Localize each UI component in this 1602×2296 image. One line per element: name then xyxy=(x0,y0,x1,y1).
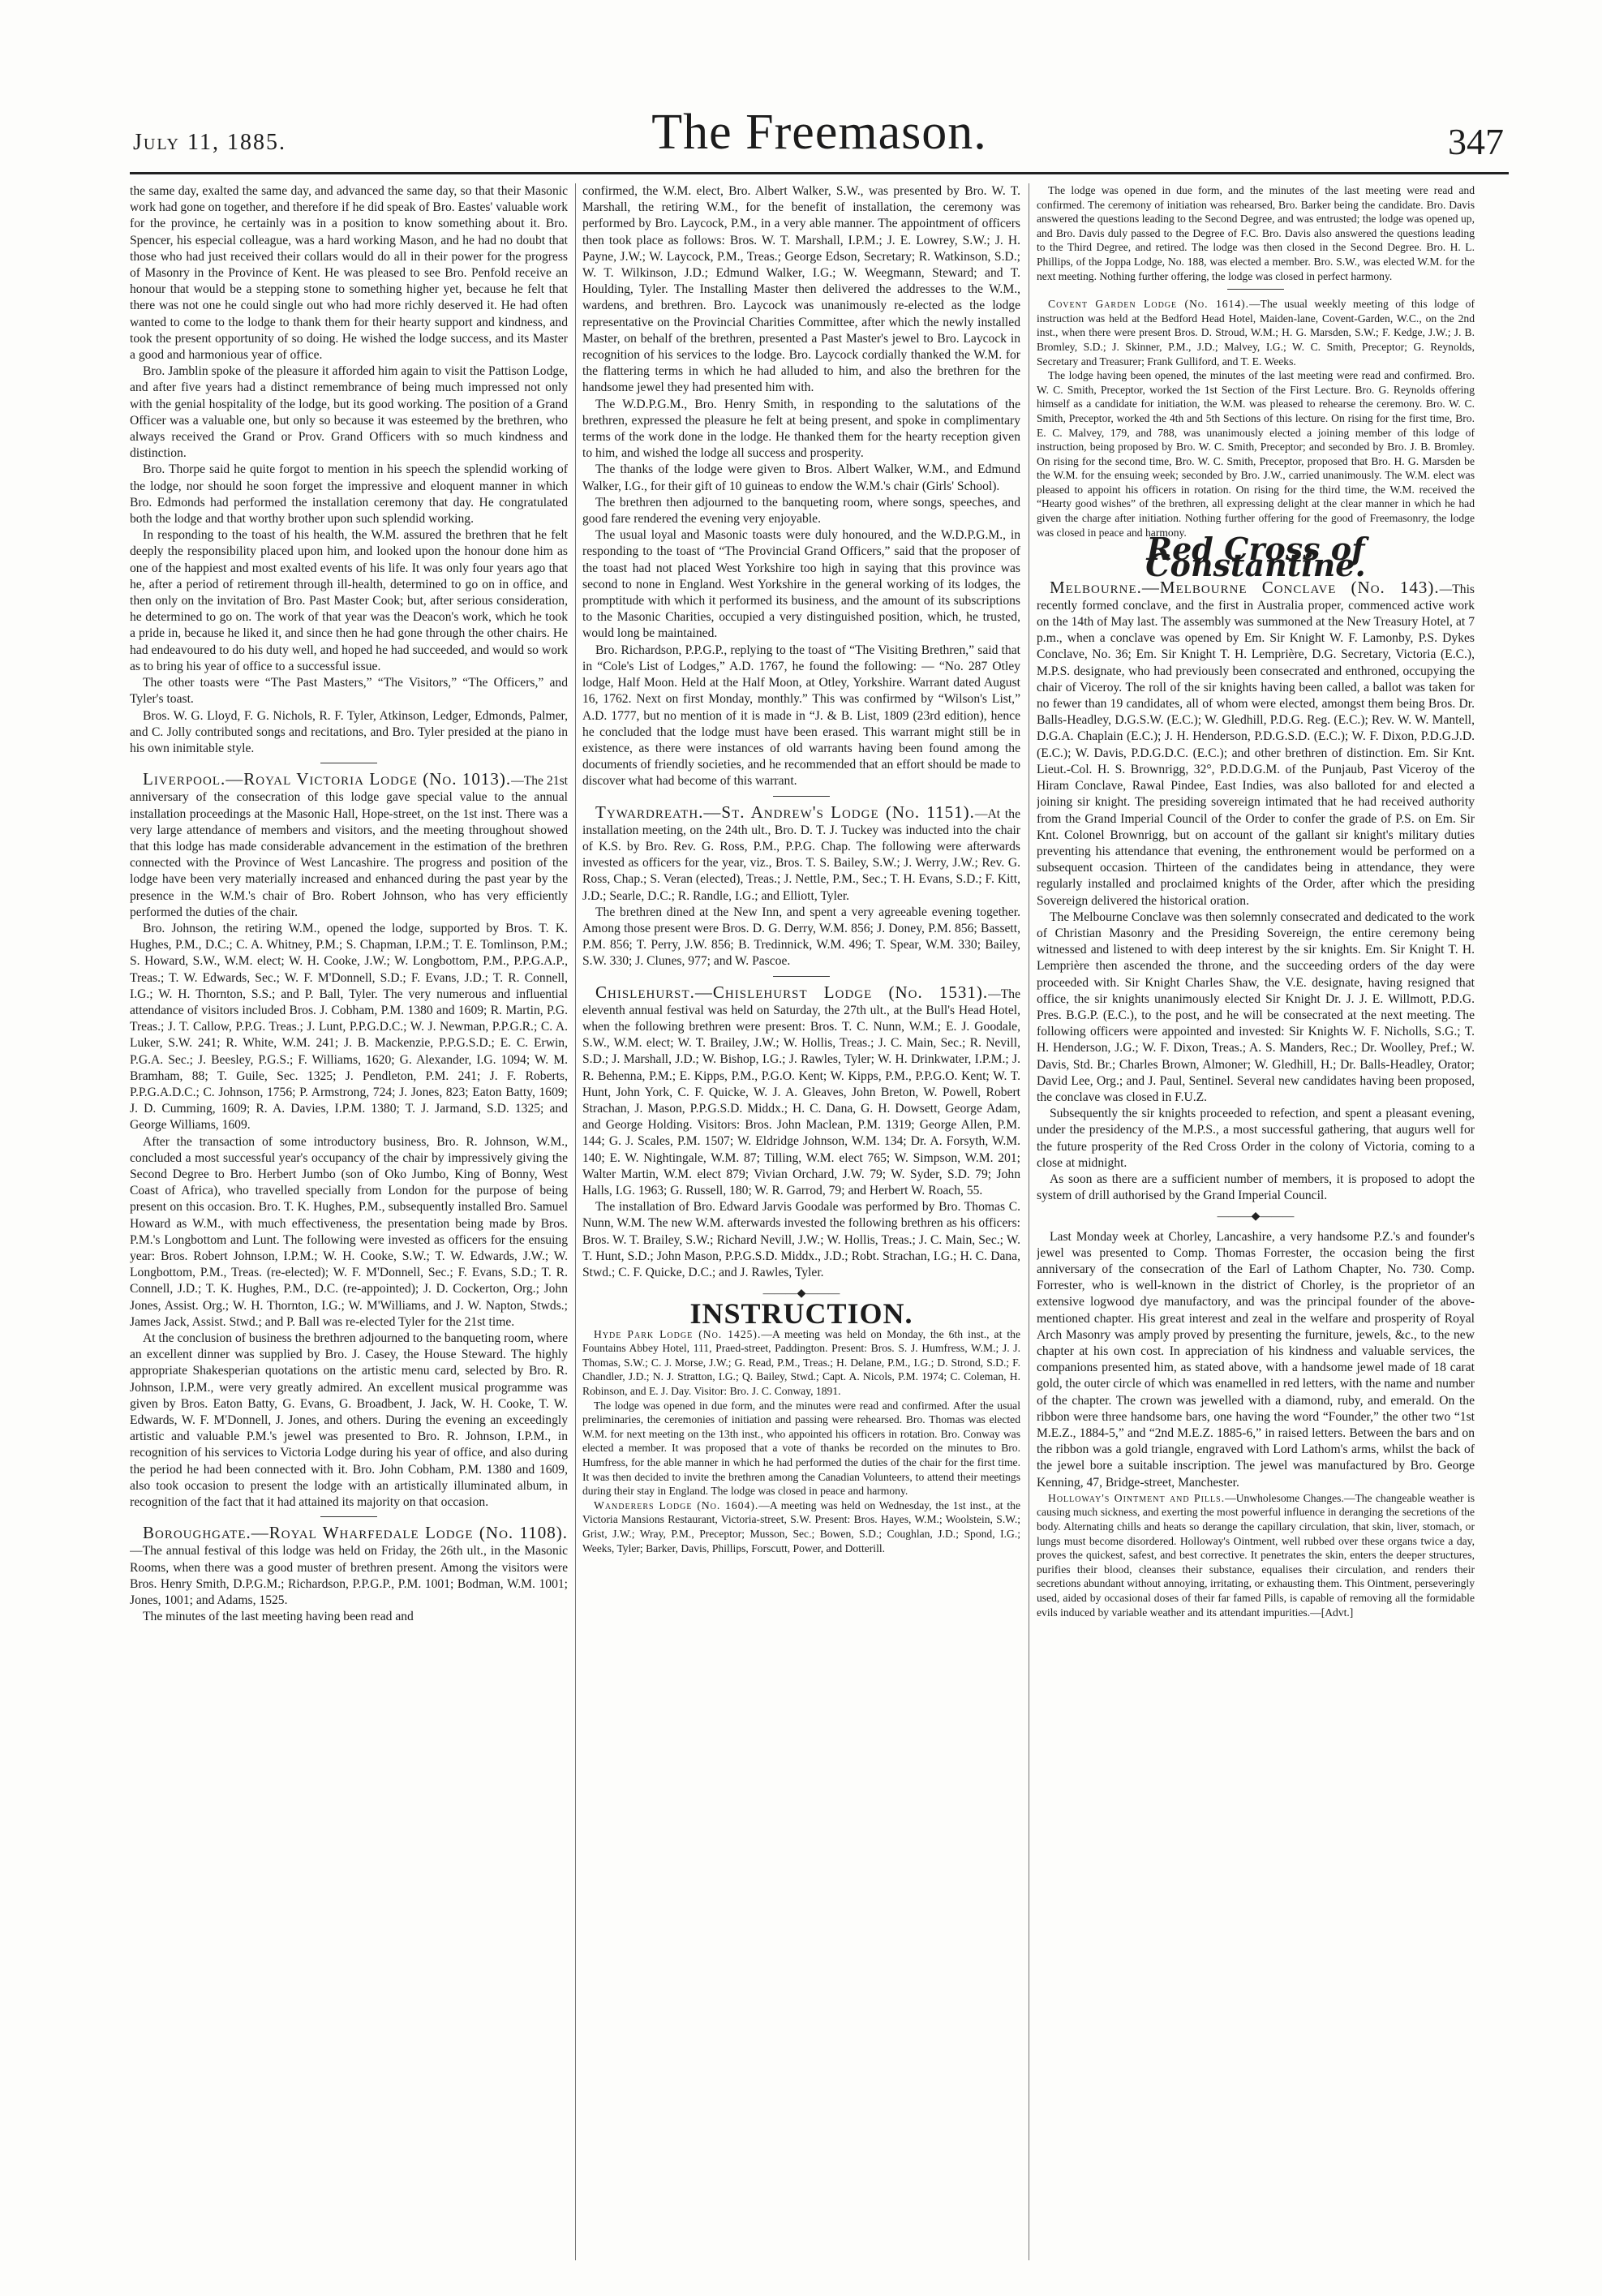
article-separator xyxy=(320,1516,377,1517)
lodge-report-hyde-park xyxy=(582,1327,1020,1399)
paragraph: The usual loyal and Masonic toasts were duly honoured, and the W.D.P.G.M., in responding to the toast of “The Provincial Grand Officers,” said that the proposer of the toast had not placed West Yorkshire too high in saying that this province was second to none in England. West Yorkshire in the general working of its lodges, the promptitude with which it performed its business, and the amount of its subscriptions to the Masonic Charities, occupied a very distinguished position, which, he trusted, would long be maintained. xyxy=(582,528,1020,641)
column-3 xyxy=(1037,183,1475,2260)
report-heading: Boroughgate.—Royal Wharfedale Lodge (No. 1108). xyxy=(143,1523,568,1543)
paragraph: The other toasts were “The Past Masters,” “The Visitors,” “The Officers,” and Tyler's toast. xyxy=(130,676,568,707)
article-separator xyxy=(773,796,830,797)
masthead-rule xyxy=(130,172,1509,174)
instruction-continued xyxy=(1037,183,1475,540)
lodge-report-wanderers xyxy=(582,1498,1020,1555)
paragraph: The brethren then adjourned to the banqueting room, where songs, speeches, and good fare rendered the evening very enjoyable. xyxy=(582,495,1020,527)
paragraph: In responding to the toast of his health, the W.M. assured the brethren that he felt deeply the responsibility placed upon him, and looked upon the honour done him as one of the happiest and most exalted events of his life. It was only four years ago that he, after a period of retirement through ill-health, determined to go on in office, and then only on the invitation of Bro. Past Master Cook; but, after serious consideration, he determined to go on. The work of that year was the Deacon's work, which he took a pride in, because he liked it, and since then he had gone through the other chairs. He had endeavoured to do his duty well, and hoped he had succeeded, and would so work as to bring his year of office to a successful issue. xyxy=(130,528,568,673)
paragraph: Bro. Jamblin spoke of the pleasure it afforded him again to visit the Pattison Lodge, and after five years had a distinct remembrance of being much impressed not only with the genial hospitality of the lodge, but its good working. The position of a Grand Officer was a valuable one, but only so because it was esteemed by the brethren, who always received the Grand or Prov. Grand Officers with so much kindness and distinction. xyxy=(130,364,568,461)
report-heading: Melbourne.—Melbourne Conclave (No. 143). xyxy=(1050,577,1440,597)
lodge-report-liverpool xyxy=(130,771,568,921)
paragraph: The installation of Bro. Edward Jarvis Goodale was performed by Bro. Thomas C. Nunn, W.M. The new W.M. afterwards invested the following brethren as his officers: Bros. W. T. Brailey, S.W.; Richard Nevill, J.W.; W. Hollis, Treas.; J. C. Main, Sec.; W. T. Hunt, S.D.; John Mason, P.P.G.S.D. Middx., J.D.; Robt. Strachan, I.G.; H. C. Dana, Stwd.; C. F. Quicke, D.C.; and J. Rawles, Tyler. xyxy=(582,1200,1020,1279)
paragraph: Subsequently the sir knights proceeded to refection, and spent a pleasant evening, under the presidency of the M.P.S., a most successful gathering, that augurs well for the future prosperity of the Red Cross Order in the colony of Victoria, coming to a close at midnight. xyxy=(1037,1107,1475,1170)
news-item-chorley: Last Monday week at Chorley, Lancashire, a very handsome P.Z.'s and founder's jewel was presented to Comp. Thomas Forrester, the occasion being the first anniversary of the consecration of the Earl of Lathom Chapter, No. 730. Comp. Forrester, who is well-known in the district of Chorley, is the proprietor of an extensive logwood dye manufactory, and was the principal founder of the above-mentioned chapter. His great interest and zeal in the welfare and prosperity of Royal Arch Masonry was amply proved by presenting the furniture, jewels, &c., to the new chapter at his own cost. In appreciation of his kindness and valuable services, the companions presented him, as stated above, with a handsome jewel made of 18 carat gold, the outer circle of which was enamelled in red letters, with the name and number of the chapter. The crown was jewelled with a diamond, ruby, and emerald. On the ribbon were three handsome bars, one having the word “Founder,” the other two “1st M.E.Z., 1884-5,” and “2nd M.E.Z. 1885-6,” in raised letters. Between the bars and on the ribbon was a gold triangle, engraved with Lord Lathom's arms, whilst the back of the jewel bore a suitable inscription. The jewel was manufactured by Bro. George Kenning, 47, Bridge-street, Manchester. xyxy=(1037,1229,1475,1490)
paragraph: The W.D.P.G.M., Bro. Henry Smith, in responding to the salutations of the brethren, expressed the pleasure he felt at being present, and spoke in complimentary terms of the work done in the lodge. He thanked them for the hearty reception given to him, and wished the lodge all success and prosperity. xyxy=(582,397,1020,461)
report-heading: Tywardreath.—St. Andrew's Lodge (No. 1151). xyxy=(595,802,975,822)
ornament-divider: ———◆——— xyxy=(762,1288,840,1301)
paragraph: Bro. Richardson, P.P.G.P., replying to the toast of “The Visiting Brethren,” said that in “Cole's List of Lodges,” A.D. 1767, he found the following: — “No. 287 Otley lodge, Half Moon. Held at the Half Moon, at Otley, Yorkshire. Warrant dated August 16, 1762. Next on first Monday, monthly.” This was confirmed by “Wilson's List,” A.D. 1777, but no mention of it is made in “J. & B. List, 1809 (23rd edition), hence he concluded that the lodge must have been erased. This warrant might still be in existence, as there were instances of old warrants having been found among the documents of friendly societies, and he recommended that an effort should be made to discover what had become of this warrant. xyxy=(582,643,1020,789)
article-separator xyxy=(773,976,830,977)
lodge-report-chislehurst xyxy=(582,984,1020,1200)
advert-body: —Unwholesome Changes.—The changeable weather is causing much sickness, and exerting the most powerful influence in deranging the secretions of the body. Alternating chills and heats so derange the capillary circulation, that skin, liver, stomach, or lungs must become disordered. Holloway's Ointment, well rubbed over these organs twice a day, proves the quickest, safest, and best corrective. It penetrates the skin, enters the deeper structures, purifies their blood, cleanses their substance, equalises their circulation, and renders their secretions abundant without annoying, irritating, or exhausting them. This Ointment, perseveringly used, aided by occasional doses of their far famed Pills, is capable of removing all the formidable evils induced by variable weather and its attendant impurities.—[Advt.] xyxy=(1037,1491,1475,1619)
instruction-reports xyxy=(582,1327,1020,1556)
paragraph: After the transaction of some introductory business, Bro. R. Johnson, W.M., concluded a most successful year's occupancy of the chair by impressively giving the Second Degree to Bro. Herbert Jumbo (son of Oko Jumbo, King of Bonny, West Coast of Africa), who travelled specially from London for the purpose of being present on this occasion. Bro. T. K. Hughes, P.M., subsequently installed Bro. Samuel Howard as W.M., with much effectiveness, the presentation being made by Bros. P.M.'s Longbottom and Lunt. The following were invested as officers for the ensuing year: Bros. Robert Johnson, I.P.M.; W. H. Cooke, S.W.; T. W. Edwards, J.W.; W. Longbottom, P.M., Treas. (re-elected); W. F. M'Donnell, Sec.; F. Evans, S.D.; T. R. Connell, J.D.; T. K. Hughes, P.M., D.C. (re-appointed); J. D. Cockerton, Org.; John Jones, Assist. Org.; W. H. Thornton, I.G.; W. M'Williams, and J. W. Napton, Stwds.; James Jack, Assist. Stwd.; and P. Ball was re-elected Tyler for the 21st time. xyxy=(130,1134,568,1329)
paragraph: The thanks of the lodge were given to Bros. Albert Walker, W.M., and Edmund Walker, I.G., for their gift of 10 guineas to endow the W.M.'s chair (Girls' School). xyxy=(582,462,1020,493)
ornament-divider: ———◆——— xyxy=(1217,1210,1295,1223)
column-divider xyxy=(575,183,576,2260)
paragraph: the same day, exalted the same day, and advanced the same day, so that their Masonic work had gone on together, and therefore if he did speak of Bro. Eastes' valuable work for the province, he certainly was in a position to know something about it. Bro. Spencer, his especial colleague, was a hard working Mason, and he had no doubt that those who had just received their collars would do all in their power for the progress of Masonry in the Province of Kent. He was pleased to see Bro. Penfold receive an honour that would be a stepping stone to something higher yet, because he felt that there was not one he could single out who had more richly deserved it. He had often wanted to come to the lodge to thank them for their hearty support and kindness, and took the present opportunity of so doing. He wished the lodge success, and its Master a good and harmonious year of office. xyxy=(130,184,568,363)
page-number: 347 xyxy=(1448,121,1504,162)
report-body: —The eleventh annual festival was held on Saturday, the 27th ult., at the Bull's Head Hotel, when the following brethren were present: Bros. T. C. Nunn, W.M.; E. J. Goodale, S.W., W.M. elect; W. T. Brailey, J.W.; W. Hollis, Treas.; J. C. Main, Sec.; R. Nevill, S.D.; J. Marshall, J.D.; W. Bishop, I.G.; J. Rawles, Tyler; W. H. Drinkwater, I.P.M.; J. R. Behenna, P.M.; E. Kipps, P.M., P.G.O. Kent; W. Kipps, P.M., P.P.G.O. Kent; W. T. Hunt, John York, C. F. Quicke, W. J. A. Gleaves, John Breton, W. Powell, Robert Strachan, J. Mason, P.P.G.S.D. Middx.; H. C. Dana, G. H. Dowsett, George Adam, and George Holding. Visitors: Bros. John Maclean, P.M. 1319; George Allen, P.M. 144; G. J. Scales, P.M. 1507; W. Eldridge Johnson, W.M. 134; Dr. A. Forsyth, W.M. 140; E. W. Nightingale, W.M. 87; Tilling, W.M. elect 765; W. Simpson, W.M. 201; Walter Martin, W.M. elect 879; Vivian Orchard, J.W. 79; W. Syder, S.D. 79; John Halls, I.G. 1963; G. Russell, 180; W. R. Garrod, 79; and Herbert W. Roach, 55. xyxy=(582,987,1020,1197)
report-heading: Hyde Park Lodge (No. 1425). xyxy=(594,1327,762,1340)
paragraph: The lodge was opened in due form, and the minutes were read and confirmed. After the usual preliminaries, the ceremonies of initiation and passing were rehearsed. Bro. Thomas was elected W.M. for next meeting on the 13th inst., who appointed his officers in rotation. Bro. Conway was elected a member. It was proposed that a vote of thanks be recorded on the minutes to Bro. Humfress, for the able manner in which he had performed the duties of the chair for the first time. It was then decided to invite the brethren among the Canadian Volunteers, to attend their meetings during their stay in England. The lodge was closed in peace and harmony. xyxy=(582,1399,1020,1498)
report-body: —The usual weekly meeting of this lodge of instruction was held at the Bedford Head Hotel, Maiden-lane, Covent-Garden, W.C., on the 2nd inst., when there were present Bros. D. Stroud, W.M.; H. G. Marsden, S.W.; F. Kedge, J.W.; J. B. Bromley, S.D.; J. Skinner, P.M., J.D.; Malvey, I.G.; W. C. Smith, Preceptor; G. Reynolds, Secretary and Treasurer; Frank Gulliford, and T. E. Weeks. xyxy=(1037,298,1475,368)
column-2 xyxy=(582,183,1020,2260)
paragraph: The Melbourne Conclave was then solemnly consecrated and dedicated to the work of Christian Masonry and the Presiding Sovereign, the entire ceremony being witnessed and listened to with deep interest by the sir knights. Em. Sir Knight T. H. Lemprière then ascended the throne, and the succeeding orders of the day were proceeded with. Sir Knight Charles Shaw, the V.E. designate, having resigned that office, the sir knights unanimously elected Sir Knight Dr. J. J. E. Willmott, P.D.G. Pres. B.G.P. (E.C.), to the post, and he will be consecrated at the next meeting. The following officers were appointed and invested: Sir Knights W. F. Nicholls, S.G.; T. H. Henderson, J.G.; W. F. Dixon, Treas.; A. S. Manders, Rec.; Dr. Woolley, Pref.; W. Davis, Std. Br.; Charles Brown, Almoner; W. Gledhill, H.; Dr. Balls-Headley, Orator; David Lee, Org.; and J. Paul, Sentinel. Several new candidates having been proposed, the conclave was closed in F.U.Z. xyxy=(1037,909,1475,1104)
advert-heading: Holloway's Ointment and Pills. xyxy=(1048,1491,1226,1504)
report-heading: Liverpool.—Royal Victoria Lodge (No. 1013). xyxy=(143,769,512,789)
lodge-report-covent-garden xyxy=(1037,297,1475,368)
article-separator xyxy=(1227,289,1284,290)
paragraph: confirmed, the W.M. elect, Bro. Albert Walker, S.W., was presented by Bro. W. T. Marshall, the retiring W.M., for the benefit of installation, the ceremony was performed by Bro. Laycock, P.M., in a very able manner. The appointment of officers then took place as follows: Bros. W. T. Marshall, I.P.M.; J. E. Lowrey, S.W.; J. H. Payne, J.W.; W. Laycock, P.M., Treas.; George Edson, Secretary; R. Watkinson, S.D.; W. T. Wilkinson, J.D.; Edmund Walker, I.G.; W. Weegmann, Steward; and T. Houlding, Tyler. The Installing Master then delivered the addresses to the W.M., wardens, and brethren. Bro. Laycock was unanimously re-elected as the lodge representative on the Provincial Charities Committee, after which the newly installed Master, on behalf of the brethren, presented a Past Master's jewel to Bro. Laycock in recognition of his services to the lodge. Bro. Laycock cordially thanked the W.M. for the flattering terms in which he had alluded to him, and also the brethren for the handsome jewel they had presented him with. xyxy=(582,184,1020,395)
paragraph: Bro. Johnson, the retiring W.M., opened the lodge, supported by Bros. T. K. Hughes, P.M., D.C.; C. A. Whitney, P.M.; S. Chapman, I.P.M.; T. E. Tomlinson, P.M.; S. Howard, S.W., W.M. elect; W. H. Cooke, J.W.; W. Longbottom, P.M., P.P.G.A.P., Treas.; T. W. Edwards, Sec.; W. F. M'Donnell, S.D.; F. Evans, J.D.; T. R. Connell, I.G.; W. H. Thornton, S.S.; and P. Ball, Tyler. The very numerous and influential attendance of visitors included Bros. J. Cobham, P.M. 1380 and 1609; R. Martin, P.G. Treas.; J. T. Callow, P.P.G. Treas.; J. Lunt, P.P.G.D.C.; W. J. Newman, P.P.G.R.; C. A. Luker, S.W. 241; R. White, W.M. 241; J. B. Mackenzie, P.P.G.S.D.; E. C. Erwin, P.G.A. Sec.; J. Beesley, P.G.S.; F. Williams, 1620; G. Alexander, I.G. 1094; W. M. Bramham, 88; T. Guile, Sec. 1325; J. Pendleton, P.M. 241; J. F. Roberts, P.P.G.A.D.C.; C. Johnson, 1756; P. Armstrong, 724; J. Jones, 823; Eaton Batty, 1609; J. D. Cumming, 1609; R. A. Davies, I.P.M. 1380; T. J. Jarmand, S.D. 1325; and George Williams, 1609. xyxy=(130,921,568,1133)
report-body: —At the installation meeting, on the 24th ult., Bro. D. T. J. Tuckey was inducted into the chair of K.S. by Bro. Rev. G. Ross, P.M., P.P.G. Chap. The following were afterwards invested as officers for the year, viz., Bros. T. S. Bailey, S.W.; J. Werry, J.W.; Rev. G. Ross, Chap.; S. Veran (elected), Treas.; J. Nettle, P.M., Sec.; T. H. Evans, S.D.; F. Kitt, J.D.; Searle, D.C.; R. Randle, I.G.; and Elliott, Tyler. xyxy=(582,806,1020,903)
paragraph: The lodge having been opened, the minutes of the last meeting were read and confirmed. Bro. W. C. Smith, Preceptor, worked the 1st Section of the First Lecture. Bro. G. Reynolds offering himself as a candidate for initiation, the W.M. was pleased to rehearse the ceremony. Bro. W. C. Smith, Preceptor, worked the 4th and 5th Sections of this lecture. On rising for the first time, Bro. E. C. Malvey, 179, and 788, was unanimously elected a joining member of this lodge of instruction, being proposed by Bro. W. C. Smith, Preceptor; and seconded by Bro. J. B. Bromley. On rising for the second time, Bro. W. C. Smith, Preceptor, proposed that Bro. H. G. Marsden be the W.M. for the ensuing week; seconded by Bro. J.W., carried unanimously. The W.M. elect was pleased to appoint his officers in rotation. On rising for the third time, the W.M. received the “Hearty good wishes” of the brethren, all expressing delight at the clear manner in which he had given the charge after initiation. Nothing further offering for the good of Freemasonry, the lodge was closed in peace and harmony. xyxy=(1037,369,1475,539)
paragraph: Bros. W. G. Lloyd, F. G. Nichols, R. F. Tyler, Atkinson, Ledger, Edmonds, Palmer, and C. Jolly contributed songs and recitations, and Bro. Tyler presided at the piano in his own inimitable style. xyxy=(130,708,568,755)
report-heading: Covent Garden Lodge (No. 1614). xyxy=(1048,298,1250,311)
advert-holloway xyxy=(1037,1491,1475,1619)
paragraph: At the conclusion of business the brethren adjourned to the banqueting room, where an excellent dinner was supplied by Bro. J. Casey, the House Steward. The highly appropriate Shakesperian quotations on the artistic menu card, selected by Bro. R. Johnson, I.P.M., were very greatly admired. An excellent musical programme was given by Bros. Eaton Batty, G. Evans, G. Broadbent, J. Jack, W. H. Cooke, T. W. Edwards, W. F. M'Donnell, J. Jones, and others. During the evening an exceedingly artistic and valuable P.M.'s jewel was presented to Bro. R. Johnson, I.P.M., in recognition of his services to Victoria Lodge during his year of office, and also during the period he had been connected with it. Bro. John Cobham, P.M. 1380 and 1609, also took occasion to present the lodge with an artistically illuminated album, in recognition of the fact that it had attained its majority on that occasion. xyxy=(130,1331,568,1510)
report-body: —The annual festival of this lodge was held on Friday, the 26th ult., in the Masonic Rooms, when there was a good muster of brethren present. Among the visitors were Bros. Henry Smith, D.P.G.M.; Richardson, P.P.G.P., P.M. 1001; Bodman, W.M. 1001; Jones, 1001; and Adams, 1525. xyxy=(130,1544,568,1608)
advertisement xyxy=(1037,1491,1475,1619)
conclave-report-melbourne xyxy=(1037,579,1475,909)
report-body: —The 21st anniversary of the consecration of this lodge gave special value to the annual installation proceedings at the Masonic Hall, Hope-street, on the 1st inst. There was a very large attendance of members and visitors, and the meeting throughout showed that this lodge has made considerable advancement in the estimation of the brethren connected with the Province of West Lancashire. The progress and position of the lodge have been very materially increased and enhanced during the past year by the presence in the W.M.'s chair of Bro. Robert Johnson, who has very efficiently performed the duties of the chair. xyxy=(130,774,568,919)
lodge-report-tywardreath xyxy=(582,804,1020,905)
report-body: —This recently formed conclave, and the first in Australia proper, commenced active work on the 14th of May last. The assembly was summoned at the New Treasury Hotel, at 7 p.m., when a conclave was opened by Em. Sir Knight W. F. Lamonby, P.S. Dykes Conclave, No. 36; Em. Sir Knight T. H. Lemprière, D.G. Secretary, Victoria (E.C.), M.P.S. designate, who had previously been consecrated and enthroned, occupying the chair of Viceroy. The roll of the sir knights having been called, a ballot was taken for no fewer than 19 candidates, all of whom were elected, amongst them being Bros. Dr. Balls-Headley, D.G.S.W. (E.C.); W. Gledhill, P.D.G. Reg. (E.C.); Rev. W. W. Mantell, D.G.A. Chaplain (E.C.); J. H. Henderson, P.D.G.S.D. (E.C.); W. F. Dixon, P.D.G.J.D. (E.C.); W. Davis, P.D.G.D.C. (E.C.); and other brethren of distinction. Em. Sir Knt. Lieut.-Col. H. S. Brownrigg, 32°, P.D.D.G.M. of the Punjaub, Past Viceroy of the Hiram Conclave, Rawal Pindee, East Indies, was also balloted for and elected a joining sir knight. The presiding sovereign intimated that he had received authority from the Grand Imperial Council of the Order to confer the grade of P.S. on Em. Sir Knt. Colonel Brownrigg, but on account of the gallant sir knight's military duties preventing his attendance that evening, the enthronement would be performed on a subsequent occasion. Thirteen of the candidates being in attendance, they were regularly installed and proclaimed knights of the Order, after which the presiding Sovereign delivered the historical oration. xyxy=(1037,582,1475,908)
report-heading: Wanderers Lodge (No. 1604). xyxy=(594,1498,759,1511)
report-heading: Chislehurst.—Chislehurst Lodge (No. 1531). xyxy=(595,982,989,1002)
paragraph: The lodge was opened in due form, and the minutes of the last meeting were read and confirmed. The ceremony of initiation was rehearsed, Bro. Barker being the candidate. Bro. Davis answered the questions leading to the Second Degree, and was entrusted; the lodge was opened up, and Bro. Davis duly passed to the Degree of F.C. Bro. Davis also answered the questions leading to the Third Degree, and retired. The lodge was then closed in the Second Degree. Bro. H. L. Phillips, of the Joppa Lodge, No. 188, was elected a member. Bro. S.W., was elected W.M. for the next meeting. Nothing further offering, the lodge was closed in perfect harmony. xyxy=(1037,184,1475,282)
section-title-instruction: INSTRUCTION. xyxy=(689,1297,913,1331)
masthead xyxy=(130,104,1509,169)
paragraph: Bro. Thorpe said he quite forgot to mention in his speech the splendid working of the lodge, nor should he soon forget the impressive and eloquent manner in which Bro. Edmonds had performed the installation ceremony that day. He congratulated both the lodge and that worthy brother upon such splendid working. xyxy=(130,462,568,527)
lodge-report-boroughgate xyxy=(130,1524,568,1609)
issue-date: July 11, 1885. xyxy=(133,130,286,155)
section-title-red-cross: Red Cross of Constantine. xyxy=(1145,531,1366,584)
paragraph: As soon as there are a sufficient number of members, it is proposed to adopt the system of drill authorised by the Grand Imperial Council. xyxy=(1037,1172,1475,1203)
report-body: —A meeting was held on Monday, the 6th inst., at the Fountains Abbey Hotel, 111, Praed-street, Paddington. Present: Bros. S. J. Humfress, W.M.; J. J. Thomas, S.W.; C. J. Morse, J.W.; G. Read, P.M., Treas.; H. Delane, P.M., I.G.; D. Strond, S.D.; F. Chandler, J.D.; N. J. Stratton, I.G.; Q. Bailey, Stwd.; Capt. A. Nicols, P.M. 1974; C. Coleman, H. Robinson, and E. J. Day. Visitor: Bro. J. C. Conway, 1891. xyxy=(582,1327,1020,1397)
report-body: —A meeting was held on Wednesday, the 1st inst., at the Victoria Mansions Restaurant, Victoria-street, S.W. Present: Bros. Hayes, W.M.; Woolstein, S.W.; Grist, J.W.; Wray, P.M., Preceptor; Musson, Sec.; Bowen, S.D.; Coughlan, J.D.; Spond, I.G.; Weeks, Tyler; Barker, Davis, Phillips, Forscutt, Power, and Dotterill. xyxy=(582,1498,1020,1554)
newspaper-title: The Freemason. xyxy=(651,105,987,160)
paragraph: The minutes of the last meeting having been read and xyxy=(143,1610,414,1624)
column-1 xyxy=(130,183,568,2260)
paragraph: The brethren dined at the New Inn, and spent a very agreeable evening together. Among those present were Bros. D. G. Derry, W.M. 856; J. Doney, P.M. 856; Bassett, P.M. 856; T. Perry, J.W. 856; B. Tredinnick, W.M. 496; T. Spear, W.M. 330; Bailey, S.W. 330; J. Clunes, 977; and W. Pascoe. xyxy=(582,905,1020,969)
